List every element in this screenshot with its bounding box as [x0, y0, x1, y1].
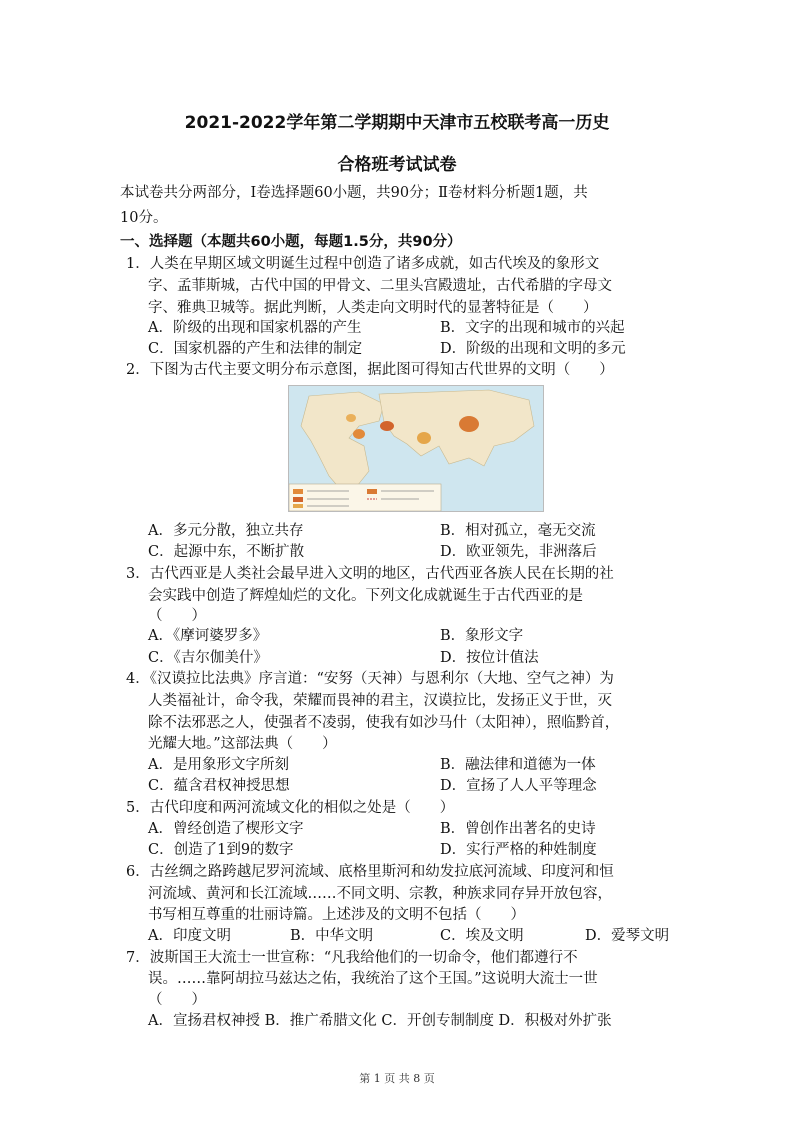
q1-line-3: 字、雅典卫城等。据此判断，人类走向文明时代的显著特征是（ ）: [148, 300, 598, 316]
q5-option-c: C．创造了1到9的数字: [148, 842, 294, 858]
q5-stem: 5．古代印度和两河流域文化的相似之处是（ ）: [126, 800, 455, 816]
ancient-civilizations-map: [288, 385, 544, 512]
q1-option-b: B．文字的出现和城市的兴起: [440, 320, 625, 336]
q5-option-d: D．实行严格的种姓制度: [440, 842, 597, 858]
q7-line-1: 7．波斯国王大流士一世宣称：“凡我给他们的一切命令，他们都遵行不: [126, 950, 578, 966]
q6-option-d: D．爱琴文明: [585, 928, 670, 944]
q4-line-4: 光耀大地。”这部法典（ ）: [148, 736, 337, 752]
q3-line-3: （ ）: [148, 608, 206, 624]
intro-line-1: 本试卷共分两部分，Ⅰ卷选择题60小题，共90分；Ⅱ卷材料分析题1题，共: [120, 185, 588, 201]
exam-title-line1: 2021-2022学年第二学期期中天津市五校联考高一历史: [184, 113, 610, 133]
q3-option-a: A．《摩诃婆罗多》: [148, 628, 268, 644]
q1-line-2: 字、孟菲斯城，古代中国的甲骨文、二里头宫殿遗址，古代希腊的字母文: [148, 278, 612, 294]
q4-line-1: 4．《汉谟拉比法典》序言道：“安努（天神）与恩利尔（大地、空气之神）为: [126, 671, 614, 687]
q7-line-2: 误。……靠阿胡拉马兹达之佑，我统治了这个王国。”这说明大流士一世: [148, 971, 598, 987]
q6-option-c: C．埃及文明: [440, 928, 524, 944]
map-graphic: [289, 386, 543, 511]
q7-options: A．宣扬君权神授 B．推广希腊文化 C．开创专制制度 D．积极对外扩张: [148, 1013, 612, 1029]
page-footer: 第 1 页 共 8 页: [359, 1072, 435, 1085]
q6-line-3: 书写相互尊重的壮丽诗篇。上述涉及的文明不包括（ ）: [148, 907, 525, 923]
q3-option-c: C．《吉尔伽美什》: [148, 650, 268, 666]
q2-option-a: A．多元分散，独立共存: [148, 523, 304, 539]
q4-option-c: C．蕴含君权神授思想: [148, 778, 290, 794]
q3-line-1: 3．古代西亚是人类社会最早进入文明的地区，古代西亚各族人民在长期的社: [126, 566, 614, 582]
q4-option-d: D．宣扬了人人平等理念: [440, 778, 597, 794]
q4-option-b: B．融法律和道德为一体: [440, 757, 596, 773]
exam-title-line2: 合格班考试试卷: [337, 155, 457, 175]
q6-line-1: 6．古丝绸之路跨越尼罗河流域、底格里斯河和幼发拉底河流域、印度河和恒: [126, 864, 614, 880]
q3-line-2: 会实践中创造了辉煌灿烂的文化。下列文化成就诞生于古代西亚的是: [148, 588, 583, 604]
q2-stem: 2．下图为古代主要文明分布示意图，据此图可得知古代世界的文明（ ）: [126, 362, 614, 378]
q6-option-b: B．中华文明: [290, 928, 374, 944]
q7-line-3: （ ）: [148, 992, 206, 1008]
q4-line-3: 除不法邪恶之人，使强者不凌弱，使我有如沙马什（太阳神），照临黔首，: [148, 715, 620, 731]
section-heading: 一、选择题（本题共60小题，每题1.5分，共90分）: [120, 234, 462, 250]
q6-line-2: 河流域、黄河和长江流域……不同文明、宗教，种族求同存异开放包容，: [148, 886, 612, 902]
q1-line-1: 1．人类在早期区域文明诞生过程中创造了诸多成就，如古代埃及的象形文: [126, 256, 600, 272]
q5-option-b: B．曾创作出著名的史诗: [440, 821, 596, 837]
q1-option-c: C．国家机器的产生和法律的制定: [148, 341, 363, 357]
q3-option-b: B．象形文字: [440, 628, 524, 644]
q1-option-a: A．阶级的出现和国家机器的产生: [148, 320, 362, 336]
q2-option-b: B．相对孤立，毫无交流: [440, 523, 596, 539]
q2-option-d: D．欧亚领先，非洲落后: [440, 544, 597, 560]
q6-option-a: A．印度文明: [148, 928, 231, 944]
q4-option-a: A．是用象形文字所刻: [148, 757, 289, 773]
q1-option-d: D．阶级的出现和文明的多元: [440, 341, 626, 357]
q5-option-a: A．曾经创造了楔形文字: [148, 821, 304, 837]
q2-option-c: C．起源中东，不断扩散: [148, 544, 305, 560]
intro-line-2: 10分。: [120, 210, 168, 226]
q3-option-d: D．按位计值法: [440, 650, 539, 666]
q4-line-2: 人类福祉计，命令我，荣耀而畏神的君主，汉谟拉比，发扬正义于世，灭: [148, 693, 612, 709]
